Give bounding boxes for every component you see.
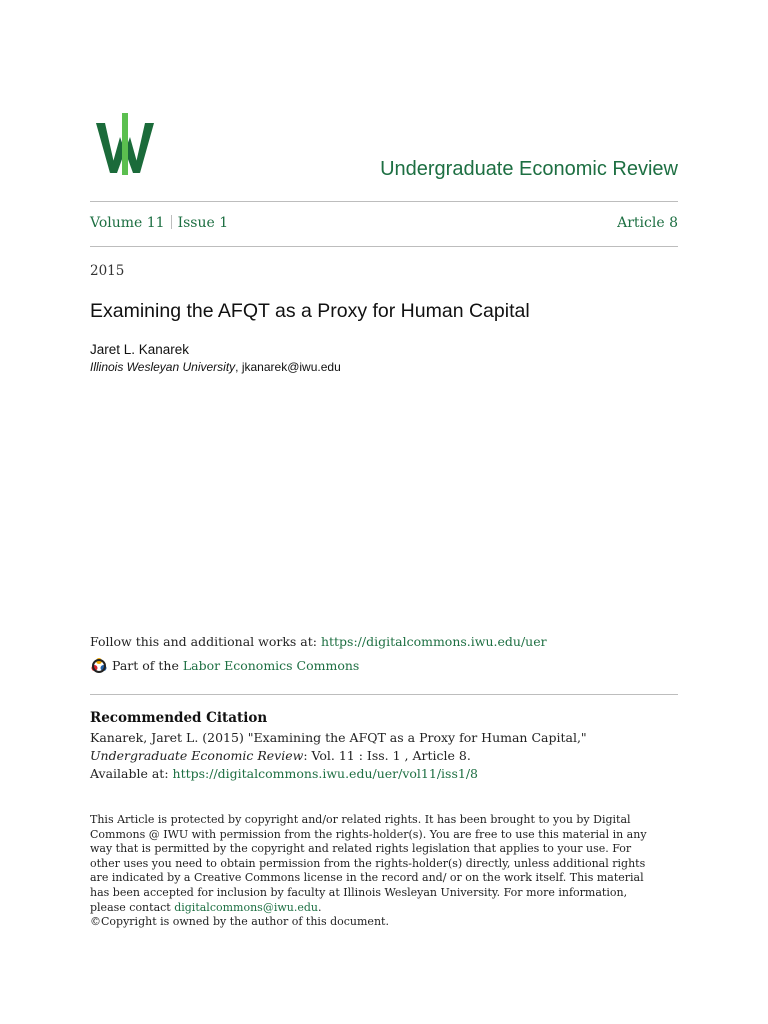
rights-line: This Article is protected by copyright and/or related rights. It has been brought to you by Digital: [90, 813, 631, 826]
rights-line: Commons @ IWU with permission from the rights-holder(s). You are free to use this material in any: [90, 827, 647, 841]
author-affiliation: [90, 360, 341, 374]
contact-email-link[interactable]: digitalcommons@iwu.edu: [174, 900, 318, 914]
follow-text: Follow this and additional works at:: [90, 634, 321, 649]
commons-link[interactable]: Labor Economics Commons: [182, 657, 360, 673]
divider: [90, 246, 678, 247]
follow-link[interactable]: https://digitalcommons.iwu.edu/uer: [320, 634, 547, 649]
divider: [90, 694, 678, 695]
part-of-line: [90, 656, 359, 674]
rights-line: way that is permitted by the copyright and related rights legislation that applies to your use. For: [90, 842, 632, 856]
author-name: Jaret L. Kanarek: [90, 342, 190, 357]
iwu-logo-icon[interactable]: [96, 111, 154, 177]
commons-network-icon: [90, 656, 108, 674]
journal-title[interactable]: Undergraduate Economic Review: [380, 158, 678, 180]
available-text: Available at:: [90, 766, 173, 781]
copyright-line: ©Copyright is owned by the author of this document.: [90, 915, 389, 929]
rights-contact-line: [90, 901, 690, 916]
rights-line: are indicated by a Creative Commons license in the record and/ or on the work itself. This material: [90, 871, 644, 885]
publication-year: 2015: [90, 263, 125, 279]
volume-link[interactable]: Volume 11: [90, 215, 165, 231]
contact-prefix: please contact: [90, 900, 175, 914]
affiliation-name: Illinois Wesleyan University: [90, 360, 236, 374]
rights-line: has been accepted for inclusion by faculty at Illinois Wesleyan University. For more information,: [90, 885, 628, 899]
citation-journal: Undergraduate Economic Review: [90, 748, 304, 763]
author-email: , jkanarek@iwu.edu: [235, 360, 341, 374]
separator: [171, 215, 172, 229]
issue-link[interactable]: Issue 1: [177, 215, 229, 231]
citation-link[interactable]: https://digitalcommons.iwu.edu/uer/vol11/iss1/8: [172, 766, 478, 781]
citation-line-2: [90, 748, 471, 763]
citation-volume: : Vol. 11 : Iss. 1 , Article 8.: [303, 748, 471, 763]
citation-available: [90, 766, 478, 781]
rights-statement: [90, 813, 690, 930]
paper-title: Examining the AFQT as a Proxy for Human Capital: [90, 300, 530, 322]
contact-suffix: .: [317, 900, 322, 914]
divider: [90, 201, 678, 202]
rights-line: other uses you need to obtain permission from the rights-holder(s) directly, unless additional rights: [90, 856, 646, 870]
part-of-text: Part of the: [112, 657, 179, 673]
article-number: Article 8: [617, 215, 678, 231]
citation-line-1: Kanarek, Jaret L. (2015) "Examining the AFQT as a Proxy for Human Capital,": [90, 730, 587, 745]
follow-line: [90, 634, 547, 649]
citation-heading: Recommended Citation: [90, 710, 268, 726]
issue-breadcrumb: [90, 215, 228, 231]
